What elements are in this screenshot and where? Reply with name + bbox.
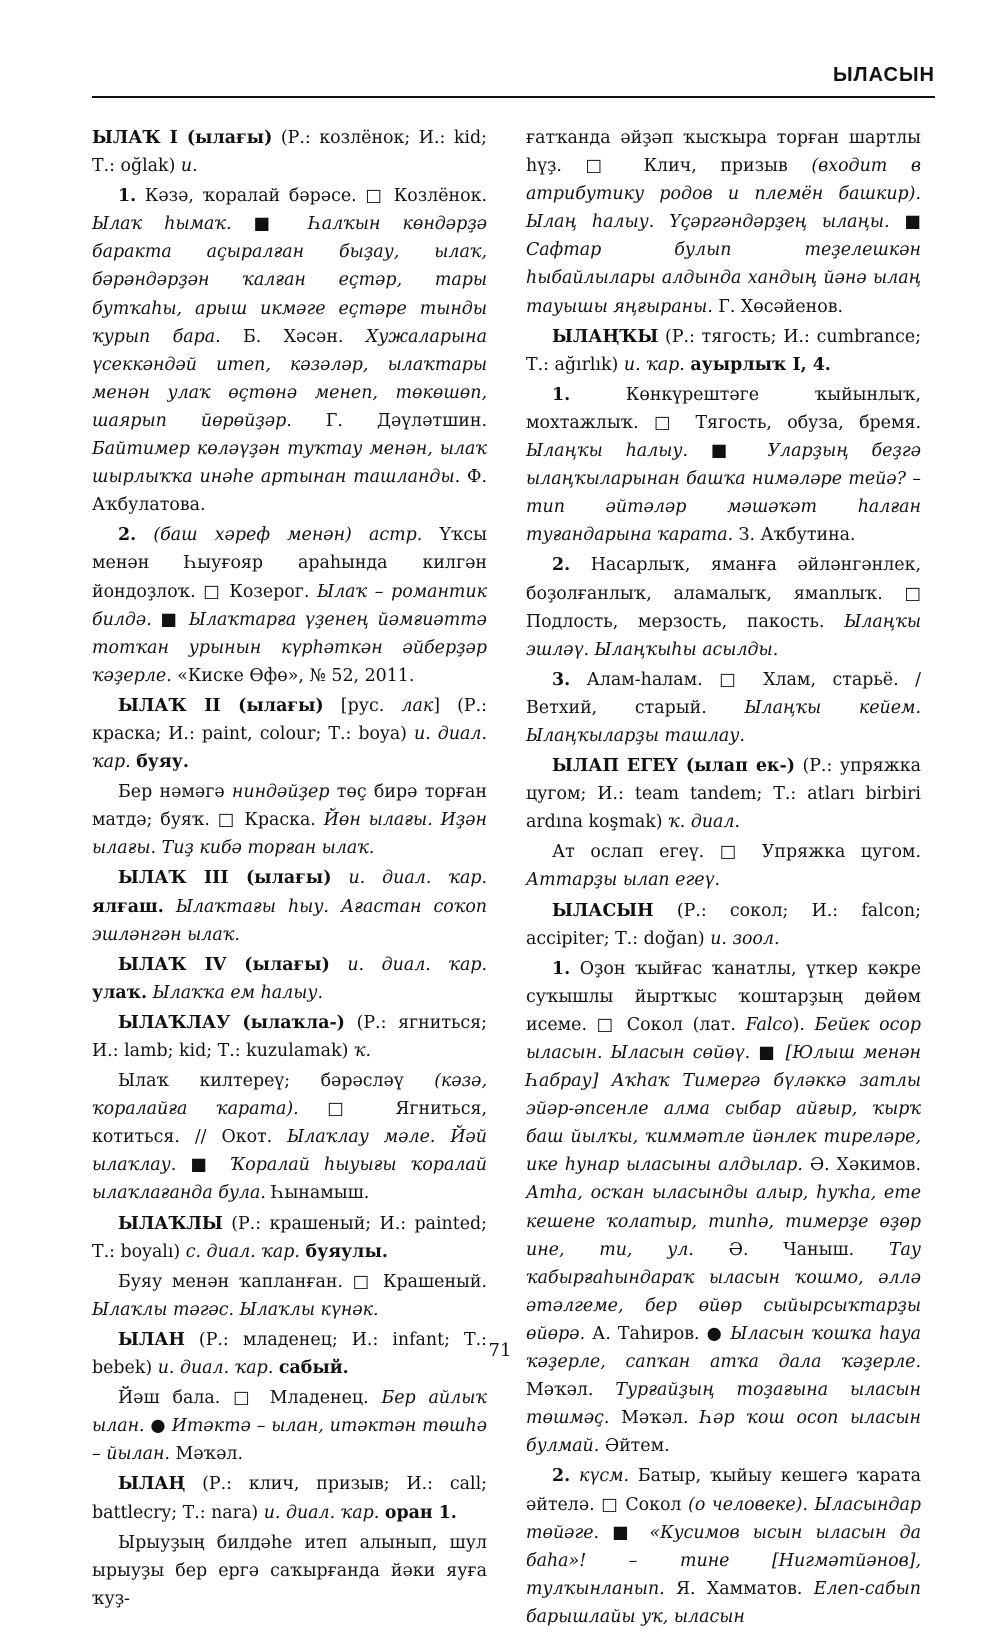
- entry-ylan-definition: Йәш бала. □ Младенец. Бер айлыҡ ылан. ● Итәктә – ылан, итәктән төшһә – йылан. Мәҡәл.: [92, 1388, 488, 1465]
- entry-ylan-2-definition: Ырыуҙың билдәһе итеп алынып, шул ырыуҙы бер ергә саҡырғанда йәки яуға ҡуҙ-: [92, 1532, 487, 1609]
- running-head: ЫЛАСЫН: [832, 64, 935, 86]
- entry-ylanky-sense-3: 3. Алам-һалам. □ Хлам, старьё. / Ветхий, старый. Ылаңҡы кейем. Ылаңҡыларҙы ташлау.: [526, 669, 921, 746]
- entry-ylak-3: ЫЛАҠ III (ылағы) и. диал. ҡар. ялғаш. Ылаҡтағы һыу. Ағастан соҡоп эшләнгән ылаҡ.: [92, 868, 487, 945]
- entry-ylanky-sense-1: 1. Көнкүрештәге ҡыйынлыҡ, мохтажлыҡ. □ Тягость, обуза, бремя. Ылаңҡы һалыу. ■ Уларҙың беҙгә ылаңҡыларынан башҡа нимәләре тейә? – тип әйтәләр мәшәҡәт һалған туғандарына ҡарата. З. Аҡбутина.: [526, 384, 921, 546]
- entry-ylan-2-head: ЫЛАҢ (Р.: клич, призыв; И.: call; battlecry; Т.: nara) и. диал. ҡар. оран 1.: [92, 1474, 487, 1523]
- entry-ylak-1-sense-2: 2. (баш хәреф менән) астр. Үҡсы менән Һыуғояр араһында килгән йондоҙлоҡ. □ Козерог. Ылаҡ – романтик билдә. ■ Ылаҡтарға үҙенең йәмғиәттә тотҡан урынын күрһәткән әйберҙәр ҡәҙерле. «Киске Өфө», № 52, 2011.: [92, 525, 488, 686]
- entry-ylakly-head: ЫЛАҠЛЫ (Р.: крашеный; И.: painted; Т.: boyalı) с. диал. ҡар. буяулы.: [92, 1213, 487, 1262]
- entry-ylaklau-head: ЫЛАҠЛАУ (ылаҡла-) (Р.: ягниться; И.: lamb; kid; Т.: kuzulamak) ҡ.: [92, 1012, 488, 1061]
- entry-ylak-2-head: ЫЛАҠ II (ылағы) [рус. лак] (Р.: краска; И.: paint, colour; Т.: boya) и. диал. ҡар. буяу.: [92, 695, 488, 773]
- left-column: [92, 124, 487, 1615]
- right-column: [526, 124, 921, 1633]
- entry-ylasyn-head: ЫЛАСЫН (Р.: сокол; И.: falcon; accipiter; Т.: doğan) и. зоол.: [526, 900, 921, 949]
- entry-ylanky-sense-2: 2. Насарлыҡ, яманға әйләнгәнлек, боҙолғанлыҡ, аламалыҡ, ямanлыҡ. □ Подлость, мерзость, пакость. Ылаңҡы эшләү. Ылаңҡыһы асылды.: [526, 555, 921, 660]
- entry-ylak-4: ЫЛАҠ IV (ылағы) и. диал. ҡар. улаҡ. Ылаҡҡа ем һалыу.: [92, 954, 488, 1003]
- page-number: 71: [488, 1340, 512, 1361]
- entry-ylak-2-definition: Бер нәмәгә ниндәйҙер төҫ бирә торған матдә; буяҡ. □ Краска. Йөн ылағы. Иҙән ылағы. Тиҙ кибә торған ылаҡ.: [92, 782, 487, 859]
- entry-ylap-egeu-definition: Ат ослап егеү. □ Упряжка цугом. Аттарҙы ылап егеү.: [526, 842, 921, 891]
- entry-ylap-egeu-head: ЫЛАП ЕГЕҮ (ылап ек-) (Р.: упряжка цугом; И.: team tandem; Т.: atları birbiri ardına koşmak) ҡ. диал.: [526, 756, 921, 833]
- entry-ylasyn-sense-1: 1. Оҙон ҡыйғас ҡанатлы, үткер кәкре суҡышлы йыртҡыс ҡоштарҙың дөйөм исеме. □ Сокол (лат. Falco). Бейек осор ыласын. Ыласын сөйөү. ■ [Юлыш менән Һабрау] Аҡһаҡ Тимергә бүләккә затлы эйәр-әпсенле алма сыбар айғыр, ҡырҡ баш йылҡы, ҡиммәтле йәнлек тиреләре, ике һунар ыласыны алдылар. Ә. Хәкимов. Атһа, осҡан ыласынды алыр, һуҡһа, ете кешене ҡолатыр, типһә, тимерҙе өҙөр ине, ти, ул. Ә. Чаныш. Тау ҡабырғаһындараҡ ыласын ҡошмо, әллә әтәлгеме, бер өйөр сыйырсыҡтарҙы өйөрә. А. Таһиров. ● Ыласын ҡошҡа һауа ҡәҙерле, сапҡан атҡа дала ҡәҙерле. Мәҡәл. Турғайҙың тоҙағына ыласын төшмәҫ. Мәҡәл. Һәр ҡош осоп ыласын булмай. Әйтем.: [526, 958, 922, 1457]
- entry-ylak-1-sense-1: 1. Кәзә, ҡоралай бәрәсе. □ Козлёнок. Ылаҡ һымаҡ. ■ Һалҡын көндәрҙә баракта аҫыралған быҙау, ылаҡ, бәрәндәрҙән ҡалған еҫтәр, тары бутҡаһы, арыш икмәге еҫтәре тынды ҡурып бара. Б. Хәсән. Хужаларына үсеккәндәй итеп, кәзәләр, ылаҡтары менән улаҡ өҫтөнә менеп, төкөшөп, шаярып йөрөйҙәр. Г. Дәүләтшин. Байтимер көләүҙән туҡтау менән, ылаҡ шырлыҡҡа инәһе артынан ташланды. Ф. Аҡбулатова.: [92, 186, 488, 516]
- entry-ylanky-head: ЫЛАҢҠЫ (Р.: тягость; И.: cumbrance; Т.: ağırlık) и. ҡар. ауырлыҡ I, 4.: [526, 326, 921, 375]
- entry-ylak-1-head: ЫЛАҠ I (ылағы) (Р.: козлёнок; И.: kid; Т.: oğlak) и.: [92, 128, 487, 177]
- entry-ylan-head: ЫЛАН (Р.: младенец; И.: infant; Т.: bebek) и. диал. ҡар. сабый.: [92, 1329, 487, 1379]
- entry-ylaklau-definition: Ылаҡ килтереү; бәрәсләү (кәзә, ҡоралайға ҡарата). □ Ягниться, котиться. // Окот. Ылаҡлау мәле. Йәй ылаҡлау. ■ Ҡоралай һыуығы ҡоралай ылаҡлағанда була. Һынамыш.: [92, 1071, 488, 1204]
- entry-ylasyn-sense-2: 2. күсм. Батыр, ҡыйыу кешегә ҡарата әйтелә. □ Сокол (о человеке). Ыласындар төйәге. ■ «Кусимов ысын ыласын да баһа»! – тине [Нигмәтйәнов], тулҡынланып. Я. Хамматов. Елеп-сабып барышлайы уҡ, ыласын: [526, 1466, 922, 1627]
- entry-ylakly-definition: Буяу менән ҡапланған. □ Крашеный. Ылаҡлы тәгәс. Ылаҡлы күнәк.: [92, 1271, 487, 1320]
- entry-ylan-2-continuation: ғатҡанда әйҙәп ҡысҡыра торған шартлы һүҙ. □ Клич, призыв (входит в атрибутику родов и племён башкир). Ылаң һалыу. Үҫәргәндәрҙең ылаңы. ■ Сафтар булып теҙелешкән һыбайлылары алдында хандың йәнә ылаң тауышы яңғыраны. Г. Хөсәйенов.: [526, 128, 921, 317]
- header-rule: [92, 96, 935, 98]
